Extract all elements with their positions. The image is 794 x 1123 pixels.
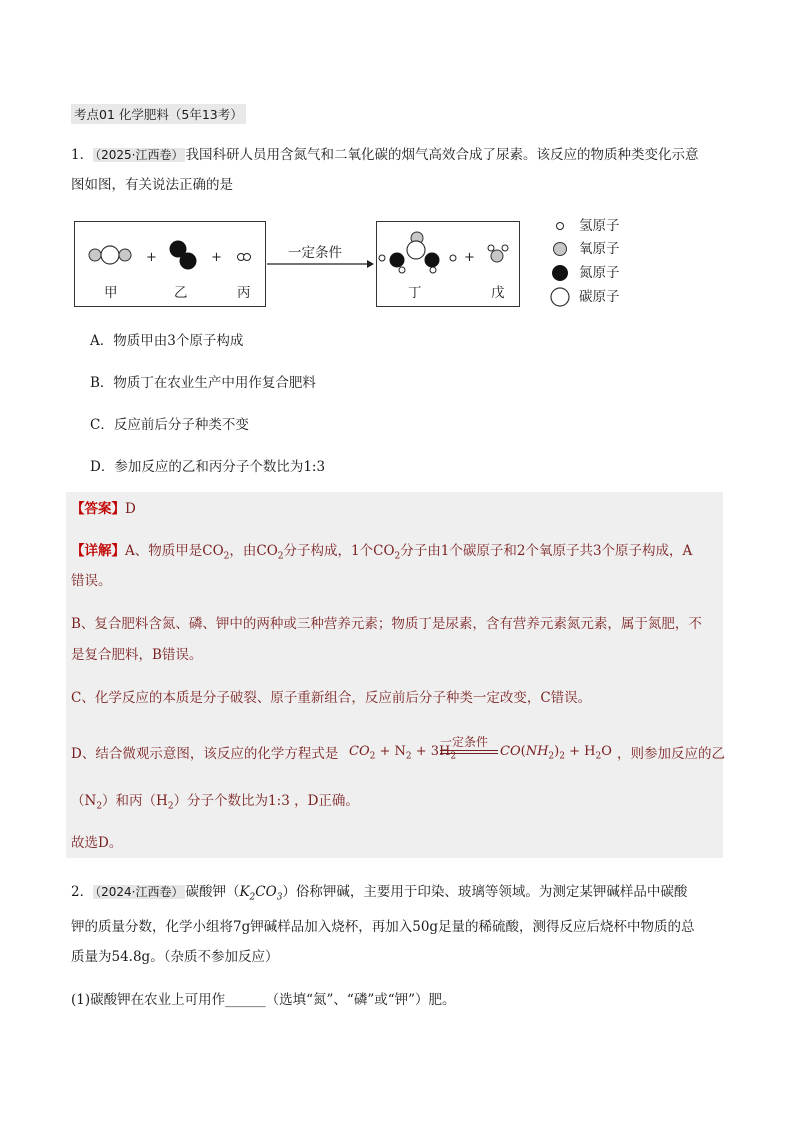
- detail-b-line1: B、复合肥料含氮、磷、钾中的两种或三种营养元素；物质丁是尿素，含有营养元素氮元素，属于氮肥，不: [71, 616, 702, 632]
- co2-molecule: [89, 246, 131, 264]
- legend-hydrogen: 氢原子: [579, 218, 620, 234]
- detail-a-text2: ，由CO: [229, 543, 278, 559]
- equation-line-top: [440, 750, 498, 751]
- section-title: 考点01 化学肥料（5年13考）: [71, 104, 246, 124]
- legend-oxygen: 氧原子: [579, 241, 620, 257]
- equation-line-bottom: [440, 753, 498, 754]
- detail-d-text5: ）分子个数比为1:3 ，D正确。: [173, 793, 359, 809]
- q2-text1: 碳酸钾（: [185, 884, 240, 900]
- arrow-condition: 一定条件: [288, 245, 342, 261]
- reaction-diagram: [0, 0, 794, 330]
- detail-label: 【详解】: [71, 543, 125, 559]
- detail-b-line2: 是复合肥料，B错误。: [71, 647, 203, 663]
- chemical-equation: $CO_2 + N_2 + 3H_2$: [349, 744, 457, 762]
- label-wu: 戊: [491, 285, 505, 301]
- legend-n-icon: [552, 265, 568, 281]
- q2-number: 2．: [71, 884, 94, 900]
- label-ding: 丁: [408, 285, 422, 301]
- equation-products: $CO(NH_2)_2 + H_2O$: [500, 744, 612, 762]
- legend-o-icon: [554, 243, 567, 256]
- label-bing: 丙: [237, 285, 251, 301]
- urea-molecule: [379, 232, 456, 273]
- legend-h-icon: [557, 223, 564, 230]
- detail-d-text1: D、结合微观示意图，该反应的化学方程式是: [71, 746, 339, 762]
- q2-text2: ）俗称钾碱，主要用于印染、玻璃等领域。为测定某钾碱样品中碳酸: [282, 884, 688, 900]
- detail-d-text4: ）和丙（H: [102, 793, 168, 809]
- detail-c: C、化学反应的本质是分子破裂、原子重新组合，反应前后分子种类一定改变，C错误。: [71, 690, 592, 706]
- detail-d-text2: ，则参加反应的乙: [617, 746, 725, 762]
- n2-molecule: [170, 241, 197, 270]
- q1-source-tag: （2025·江西卷）: [95, 148, 184, 162]
- legend-carbon: 碳原子: [579, 289, 620, 305]
- q2-line3: 质量为54.8g。（杂质不参加反应）: [71, 949, 279, 965]
- detail-d-line2: $(N_2)$和丙$(H_2)$分子个数比为1:3 ，D正确。: [71, 793, 359, 812]
- option-d: D．参加反应的乙和丙分子个数比为1:3: [90, 459, 326, 475]
- label-jia: 甲: [104, 285, 118, 301]
- plus-3: +: [464, 250, 475, 265]
- q1-stem-text: 我国科研人员用含氮气和二氧化碳的烟气高效合成了尿素。该反应的物质种类变化示意: [185, 147, 699, 163]
- k2co3-formula: $K_2CO_3$: [239, 884, 283, 903]
- detail-d-line1: [71, 745, 338, 763]
- detail-a-text4: 分子由1个碳原子和2个氧原子共3个原子构成，A: [400, 543, 693, 559]
- legend-c-icon: [551, 288, 569, 306]
- equation-condition: 一定条件: [440, 735, 489, 749]
- q2-line2: 钾的质量分数，化学小组将7g钾碱样品加入烧杯，再加入50g足量的稀硫酸，测得反应后烧杯中物质的总: [71, 919, 695, 935]
- detail-d-text3: （N: [71, 793, 97, 809]
- q2-source-tag: （2024·江西卷）: [95, 885, 184, 899]
- detail-final: 故选D。: [71, 835, 123, 851]
- option-a: A．物质甲由3个原子构成: [90, 333, 244, 349]
- detail-a-text1: A、物质甲是CO: [125, 543, 224, 559]
- option-c: C．反应前后分子种类不变: [90, 417, 249, 433]
- h2-molecule: [238, 254, 251, 261]
- detail-a-text3: 分子构成，1个CO: [283, 543, 395, 559]
- answer-label: 【答案】: [71, 501, 125, 517]
- legend: [551, 223, 569, 307]
- q2-sub1: (1)碳酸钾在农业上可用作______（选填“氮”、“磷”或“钾”）肥。: [71, 992, 456, 1008]
- answer-line: [71, 500, 136, 518]
- legend-nitrogen: 氮原子: [579, 265, 620, 281]
- q2-line1: [71, 883, 687, 907]
- q1-number: 1．: [71, 147, 94, 163]
- detail-a-line2: 错误。: [71, 573, 112, 589]
- label-yi: 乙: [174, 285, 188, 301]
- plus-2: +: [211, 250, 222, 265]
- answer-value: D: [125, 501, 136, 517]
- water-molecule: [488, 245, 508, 262]
- plus-1: +: [146, 250, 157, 265]
- detail-a-line1: 【详解】A、物质甲是$CO_2$，由$CO_2$分子构成，1个$CO_2$分子由1个碳原子和2个氧原子共3个原子构成，A: [71, 543, 693, 562]
- q1-stem-line2: 图如图，有关说法正确的是: [71, 177, 233, 193]
- option-b: B．物质丁在农业生产中用作复合肥料: [90, 375, 316, 391]
